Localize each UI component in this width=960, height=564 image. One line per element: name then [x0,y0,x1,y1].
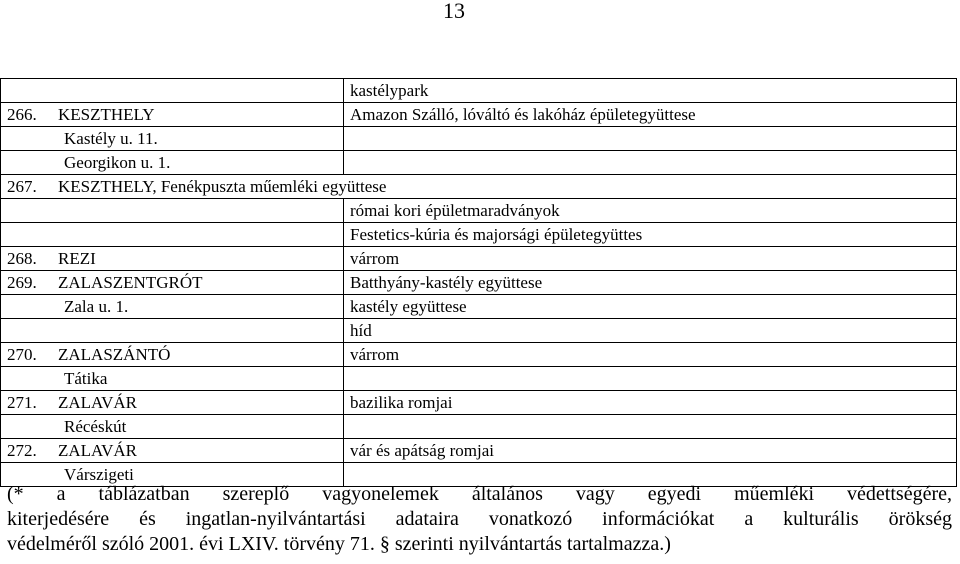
table-cell: bazilika romjai [344,391,957,415]
entry-location: ZALAVÁR [58,393,138,412]
table-row [1,223,957,247]
table-row [1,103,957,127]
table-cell [1,79,344,103]
table-row [1,415,957,439]
entry-location: ZALASZÁNTÓ [58,345,171,364]
table-cell [1,223,344,247]
table-row [1,127,957,151]
heritage-table [0,78,957,487]
table-row [1,343,957,367]
entry-location: KESZTHELY, Fenékpuszta műemléki együttese [58,177,387,196]
entry-number: 269. [7,273,37,292]
entry-location: ZALASZENTGRÓT [58,273,203,292]
table-cell [1,175,957,199]
entry-address: Récéskút [64,417,127,436]
entry-number: 271. [7,393,37,412]
table-row [1,319,957,343]
table-cell: Amazon Szálló, lóváltó és lakóház épületegyüttese [344,103,957,127]
entry-location: ZALAVÁR [58,441,138,460]
table-cell [1,391,344,415]
table-cell [1,295,344,319]
entry-number: 270. [7,345,37,364]
table-cell [344,151,957,175]
entry-location: KESZTHELY [58,105,155,124]
table-cell [1,127,344,151]
table-row [1,367,957,391]
table-cell [1,199,344,223]
footnote-line: kiterjedésére és ingatlan-nyilvántartási adataira vonatkozó információkat a kulturális örökség [7,508,952,530]
entry-address: Várszigeti [64,465,134,484]
table-cell [1,247,344,271]
table-cell: kastélypark [344,79,957,103]
table-cell: Batthyány-kastély együttese [344,271,957,295]
entry-address: Tátika [64,369,108,388]
table-cell: vár és apátság romjai [344,439,957,463]
entry-address: Zala u. 1. [64,297,129,316]
table-row [1,439,957,463]
table-cell: római kori épületmaradványok [344,199,957,223]
table-row [1,151,957,175]
table-cell [1,151,344,175]
table-row [1,271,957,295]
entry-address: Georgikon u. 1. [64,153,171,172]
entry-number: 266. [7,105,37,124]
table-cell: várrom [344,343,957,367]
table-row [1,247,957,271]
entry-number: 272. [7,441,37,460]
table-cell [1,367,344,391]
footnote-line: védelméről szóló 2001. évi LXIV. törvény 71. § szerinti nyilvántartás tartalmazza.) [7,533,671,555]
table-row [1,199,957,223]
table-row [1,391,957,415]
table-cell [344,415,957,439]
table-cell [1,415,344,439]
table-cell [1,343,344,367]
table-cell: kastély együttese [344,295,957,319]
entry-number: 267. [7,177,37,196]
entry-location: REZI [58,249,96,268]
table-row [1,79,957,103]
table-cell [1,103,344,127]
table-cell: várrom [344,247,957,271]
table-cell [1,271,344,295]
table-cell [344,367,957,391]
table-cell: Festetics-kúria és majorsági épületegyüttes [344,223,957,247]
table-row [1,175,957,199]
table-cell [1,439,344,463]
entry-number: 268. [7,249,37,268]
table-cell: híd [344,319,957,343]
entry-address: Kastély u. 11. [64,129,158,148]
page-number: 13 [443,0,465,23]
table-row [1,295,957,319]
footnote-line: (* a táblázatban szereplő vagyonelemek általános vagy egyedi műemléki védettségére, [7,483,952,505]
table-cell [1,319,344,343]
table-cell [344,127,957,151]
footnote [7,482,952,557]
